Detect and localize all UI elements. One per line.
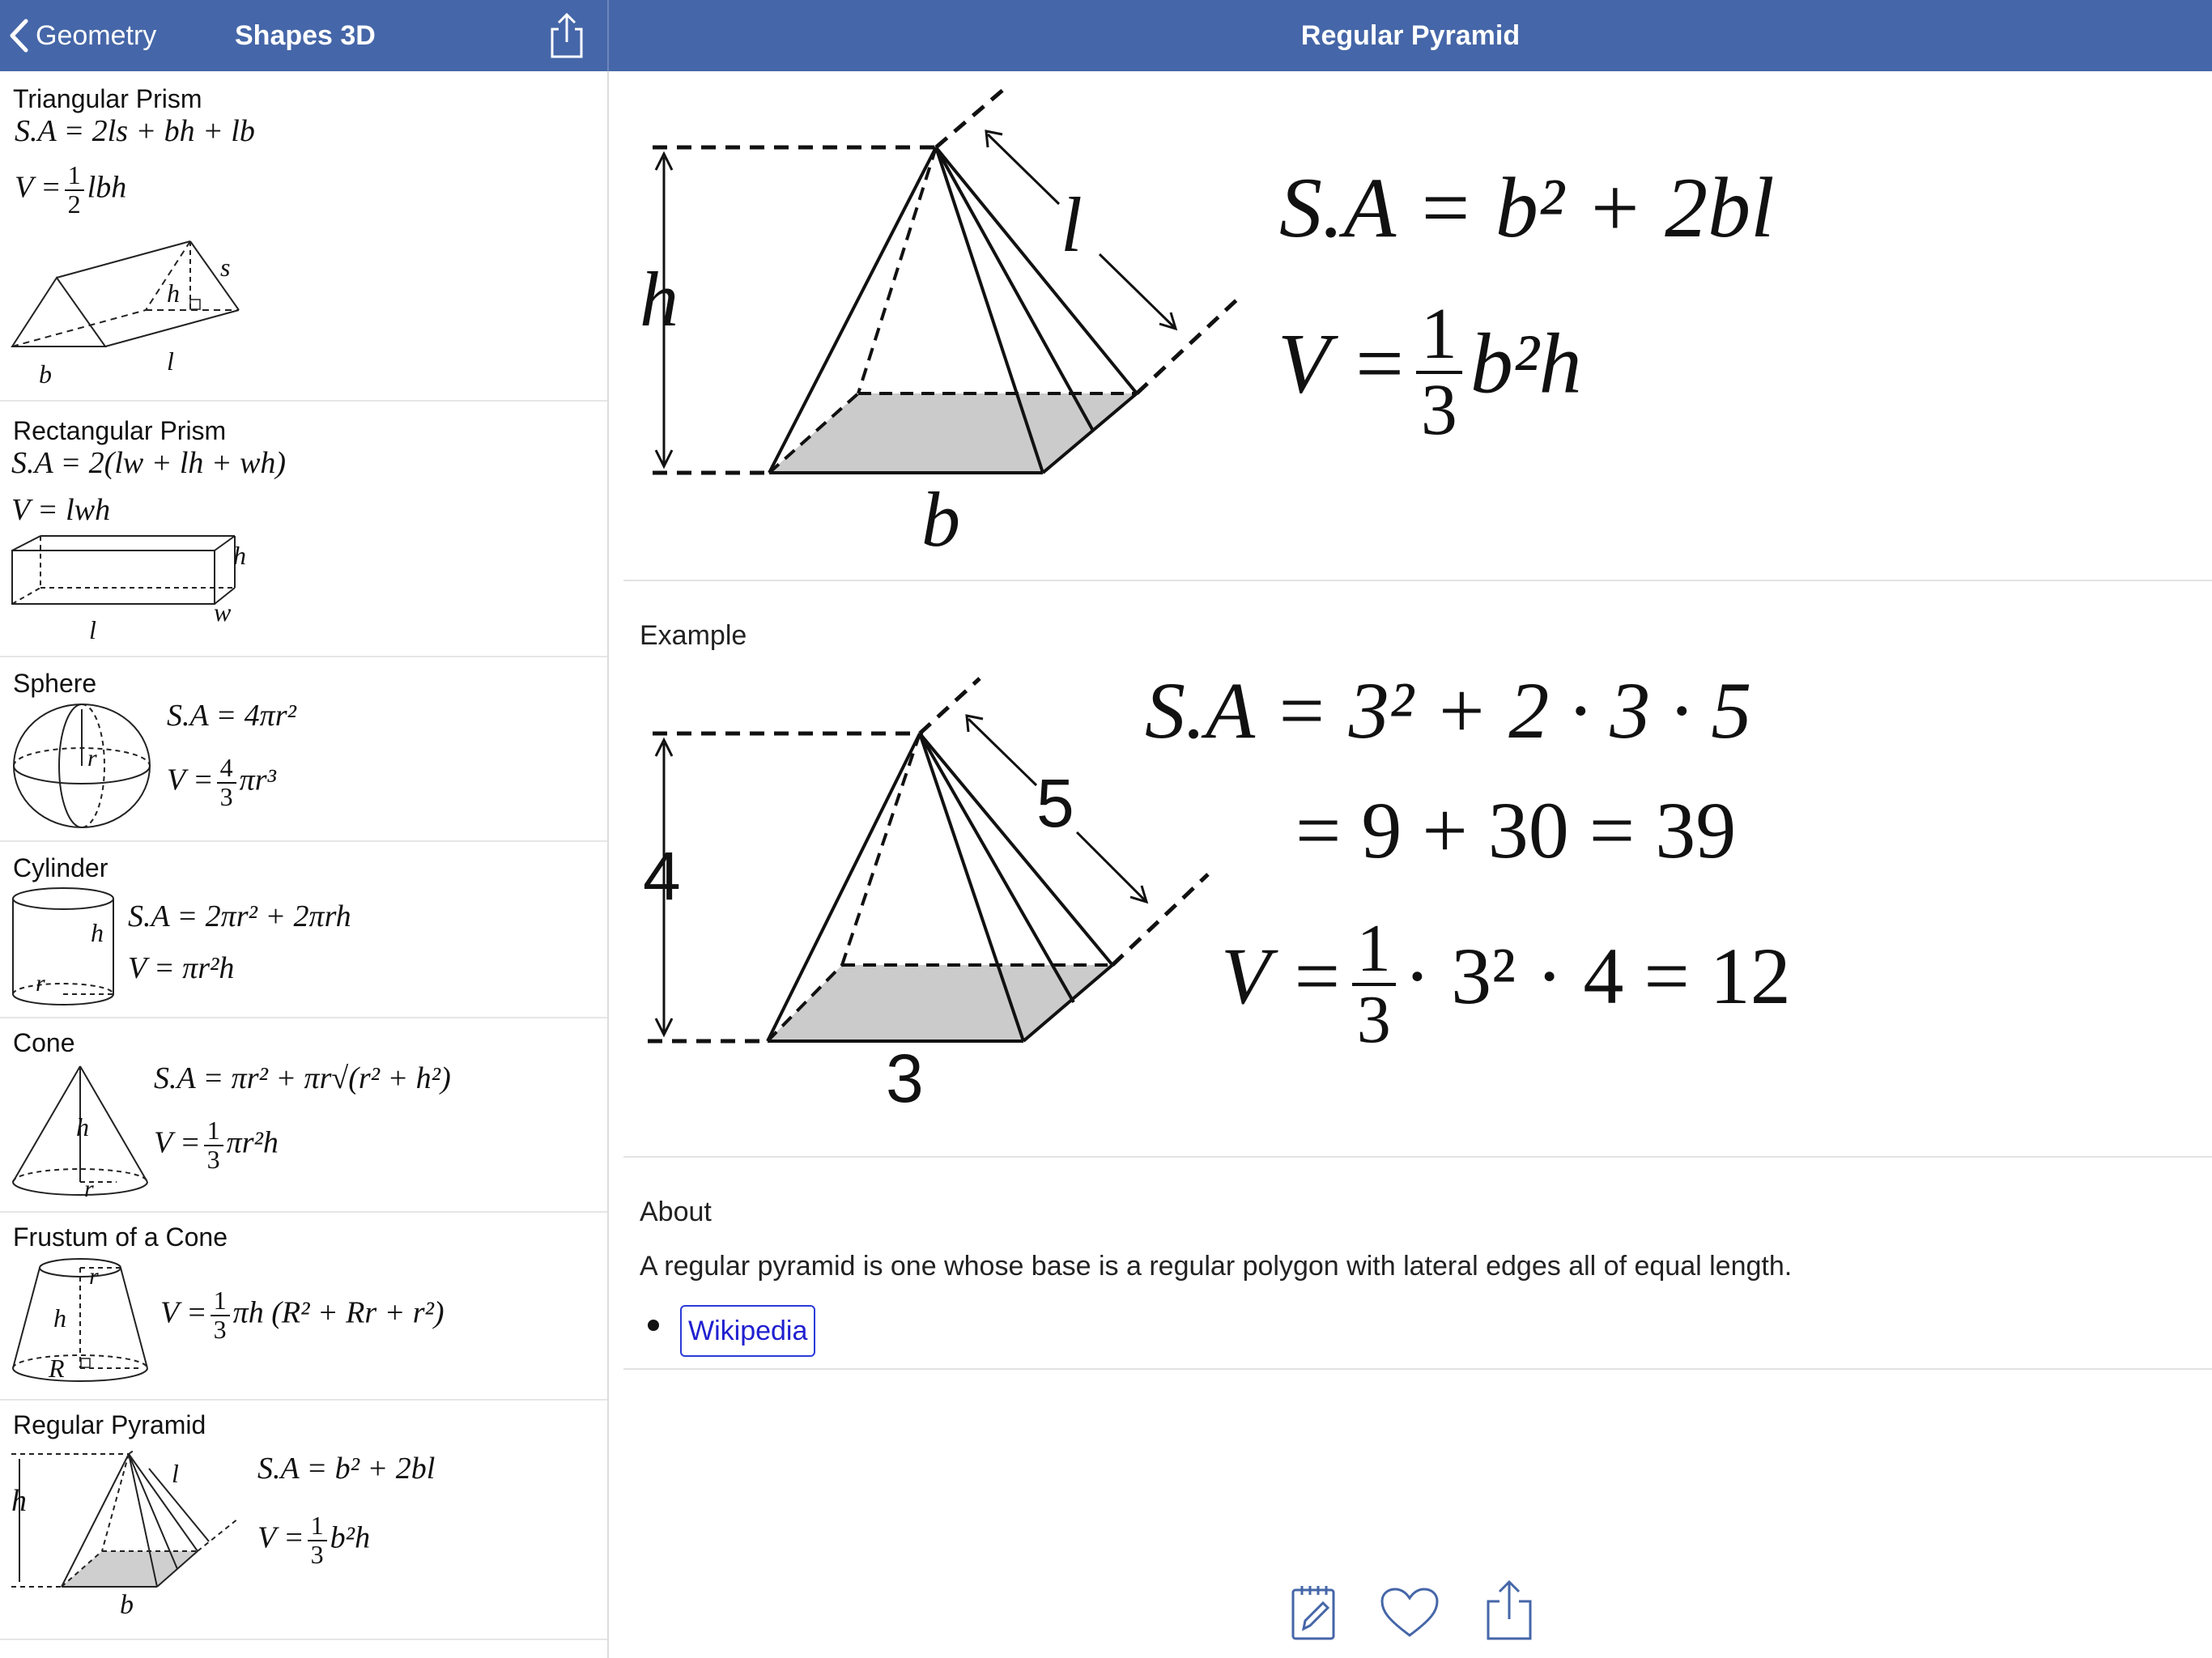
label-r: r (36, 970, 45, 997)
label-b: b (120, 1590, 134, 1620)
volume-formula: V = πr²h (128, 951, 235, 985)
shape-name: Regular Pyramid (13, 1410, 206, 1439)
label-r: r (89, 1263, 99, 1290)
label-w: w (214, 597, 232, 627)
list-item-regular-pyramid[interactable] (0, 1399, 607, 1640)
example-label-b: 3 (886, 1040, 924, 1116)
shape-name: Rectangular Prism (13, 416, 227, 445)
label-r: r (87, 745, 97, 772)
list-item-sphere[interactable] (0, 656, 607, 842)
back-label: Geometry (36, 19, 157, 51)
divider (623, 580, 2212, 581)
example-label-h: 4 (643, 838, 681, 914)
about-heading: About (640, 1197, 712, 1227)
diagram-label-b: b (921, 476, 960, 563)
sphere-diagram (11, 701, 152, 831)
shape-name: Sphere (13, 669, 97, 698)
label-R: R (49, 1354, 65, 1383)
page-title: Regular Pyramid (1300, 20, 1521, 51)
list-item-frustum-cone[interactable] (0, 1211, 607, 1401)
surface-area-formula: S.A = 2πr² + 2πrh (128, 899, 351, 933)
wikipedia-link[interactable]: Wikipedia (680, 1305, 815, 1357)
navigation-bar (0, 0, 2212, 71)
surface-area-formula: S.A = 4πr² (167, 699, 296, 733)
volume-formula: V = $\frac{4}{3}$ πr³ (167, 753, 276, 811)
list-item-cone[interactable] (0, 1017, 607, 1213)
sidebar-title: Shapes 3D (235, 20, 376, 51)
share-icon[interactable] (547, 11, 586, 60)
shape-name: Cylinder (13, 853, 108, 882)
main-pyramid-diagram (640, 81, 1255, 534)
surface-area-formula: S.A = 2(lw + lh + wh) (11, 446, 287, 480)
pyramid-diagram (11, 1451, 246, 1613)
divider (623, 1156, 2212, 1158)
label-l: l (172, 1459, 179, 1488)
label-h: h (53, 1303, 66, 1333)
list-item-cylinder[interactable] (0, 840, 607, 1018)
volume-formula: V = $\frac{1}{2}$ lbh (15, 160, 127, 219)
label-h: h (233, 541, 246, 570)
share-icon[interactable] (1485, 1579, 1534, 1642)
main-surface-area-formula: S.A = b² + 2bl (1279, 160, 1775, 255)
shape-name: Triangular Prism (13, 84, 202, 113)
volume-formula: V = $\frac{1}{3}$ πh (R² + Rr + r²) (160, 1286, 445, 1344)
label-h: h (167, 278, 180, 308)
surface-area-formula: S.A = 2ls + bh + lb (15, 114, 255, 148)
main-volume-formula: V = $\frac{1}{3}$ b²h (1278, 294, 1582, 450)
volume-formula: V = lwh (11, 493, 111, 527)
heart-icon[interactable] (1380, 1587, 1440, 1639)
notes-icon[interactable] (1291, 1584, 1336, 1642)
frustum-diagram (11, 1256, 149, 1386)
back-button[interactable] (8, 0, 156, 71)
surface-area-formula: S.A = πr² + πr√(r² + h²) (154, 1061, 451, 1095)
label-h: h (76, 1112, 89, 1141)
example-pyramid-diagram (640, 672, 1223, 1093)
example-sa-line1: S.A = 3² + 2 · 3 · 5 (1145, 665, 1752, 755)
divider (623, 1368, 2212, 1370)
shape-name: Cone (13, 1028, 75, 1057)
shape-name: Frustum of a Cone (13, 1222, 228, 1252)
surface-area-formula: S.A = b² + 2bl (257, 1452, 436, 1486)
label-h: h (11, 1484, 27, 1518)
label-r: r (84, 1175, 94, 1202)
diagram-label-l: l (1061, 181, 1083, 268)
example-label-l: 5 (1036, 765, 1074, 841)
example-heading: Example (640, 620, 747, 651)
diagram-label-h: h (640, 256, 678, 342)
volume-formula: V = $\frac{1}{3}$ πr²h (154, 1116, 279, 1174)
label-h: h (91, 918, 104, 947)
label-b: b (39, 359, 52, 389)
chevron-left-icon (8, 18, 29, 53)
list-item-triangular-prism[interactable] (0, 71, 607, 402)
example-volume: V = $\frac{1}{3}$ · 3² · 4 = 12 (1221, 911, 1791, 1057)
volume-formula: V = $\frac{1}{3}$ b²h (257, 1511, 371, 1569)
rectangular-prism-diagram (8, 534, 243, 615)
bullet (648, 1320, 659, 1331)
shapes-sidebar[interactable] (0, 71, 609, 1658)
example-sa-line2: = 9 + 30 = 39 (1295, 785, 1737, 875)
about-text: A regular pyramid is one whose base is a regular polygon with lateral edges all of equal length. (640, 1251, 1793, 1282)
label-l: l (167, 346, 174, 376)
label-l: l (89, 615, 96, 644)
label-s: s (220, 253, 231, 282)
list-item-rectangular-prism[interactable] (0, 400, 607, 657)
